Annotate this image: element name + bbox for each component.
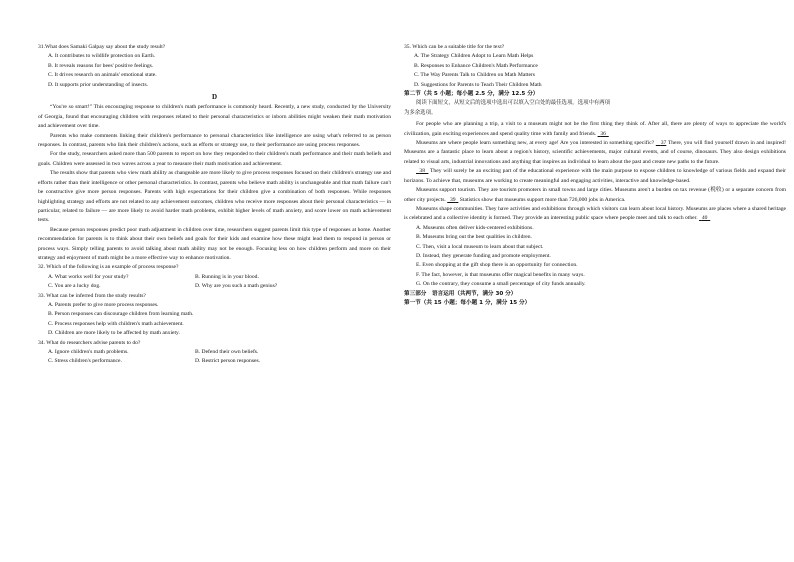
section-2-heading: 第二节（共 5 小题；每小题 2.5 分，满分 12.5 分） [404, 91, 539, 98]
cloze-paragraph-5 [404, 205, 786, 224]
q34-option-d: D. Restrict person responses. [195, 358, 261, 365]
question-32-stem: 32. Which of the following is an example of process response? [38, 264, 179, 271]
q31-option-d: D. It supports prior understanding of insects. [48, 81, 149, 88]
left-column [38, 43, 391, 367]
blank-37: 37 [660, 140, 667, 147]
q33-option-c: C. Process responses help with children's math achievement. [48, 320, 184, 327]
cloze-paragraph-2 [404, 139, 786, 167]
cloze-paragraph-4-after: Statistics show that museums support more than 726,000 jobs in America. [459, 196, 626, 203]
section-2-instructions-cont: 为多余选项。 [404, 109, 437, 116]
q35-option-d: D. Suggestions for Parents to Teach Their Children Math [414, 81, 542, 88]
q35-option-a: A. The Strategy Children Adopt to Learn Math Helps [414, 53, 534, 60]
cloze-option-b: B. Museums bring out the best qualities in children. [416, 234, 532, 241]
blank-38: 38 [419, 168, 425, 175]
q32-option-c: C. You are a lucky dog. [48, 283, 101, 290]
cloze-option-e: E. Even shopping at the gift shop there is an opportunity for connection. [416, 262, 578, 269]
q31-option-b: B. It reveals reasons for bees' positive feelings. [48, 62, 154, 69]
q32-option-a: A. What works well for your study? [48, 273, 129, 280]
right-column [404, 43, 786, 308]
blank-39: 39 [450, 196, 456, 203]
q31-option-c: C. It drives research on animals' emotional state. [48, 72, 157, 79]
question-31-stem: 31.What does Samaki Galpay say about the study result? [38, 44, 166, 50]
q32-options-row-2 [38, 282, 391, 291]
q34-option-c: C. Stress children's performance. [48, 358, 122, 365]
question-35-stem: 35. Which can be a suitable title for the text? [404, 44, 505, 50]
part-3-heading: 第三部分 语言运用（共两节，满分 30 分） [404, 290, 517, 297]
cloze-paragraph-3-text: They will surely be an exciting part of the educational experience with the main purpose to expose children to knowledge of various fields and expand their horizons. To achieve that, museums are working to create meaningful and engaging activities, interactive and knowledge-based. [404, 168, 786, 184]
question-33-stem: 33. What can be inferred from the study results? [38, 292, 146, 299]
passage-d-title: D [211, 93, 218, 102]
q35-option-b: B. Responses to Enhance Children's Math Performance [414, 62, 538, 69]
cloze-paragraph-1-text: For people who are planning a trip, a visit to a museum might not be the first thing they think of. After all, there are plenty of ways to appreciate the world's civilization, gain exciting experiences and spend quality time with family and friends. [404, 121, 786, 137]
q32-option-b: B. Running is in your blood. [195, 273, 259, 280]
blank-40: 40 [701, 215, 708, 222]
q31-option-a: A. It contributes to wildlife protection on Earth. [48, 53, 156, 60]
q34-option-b: B. Defend their own beliefs. [195, 349, 259, 355]
question-34-stem: 34. What do researchers advise parents to do? [38, 339, 141, 346]
cloze-paragraph-1 [404, 120, 786, 139]
q33-option-a: A. Parents prefer to give more process responses. [48, 301, 159, 308]
q32-option-d: D. Why are you such a math genius? [195, 283, 278, 290]
cloze-paragraph-2-after: There, you will find yourself drawn in and inspired! Museums are a fantastic place to learn about a region's history, scientific achievements, major cultural events, and of course, dinosaurs. They also design exhibitions related to visual arts, industrial innovations and anything that inspires an individual to learn about the past and create new paths to the future. [404, 140, 786, 165]
section-1-heading: 第一节（共 15 小题；每小题 1 分，满分 15 分） [404, 299, 531, 306]
cloze-option-c: C. Then, visit a local museum to learn about that subject. [416, 243, 544, 250]
q35-option-c: C. The Way Parents Talk to Children on Math Matters [414, 72, 535, 79]
cloze-option-g: G. On the contrary, they consume a small percentage of city funds annually. [416, 281, 586, 288]
cloze-option-d: D. Instead, they generate funding and promote employment. [416, 252, 551, 259]
blank-36: 36 [600, 130, 606, 137]
cloze-paragraph-3 [404, 167, 786, 186]
cloze-paragraph-4 [404, 186, 786, 205]
q34-options-row-2 [38, 357, 391, 366]
cloze-paragraph-4-before: Museums support tourism. They are tourism promoters in small towns and large cities. Museums aren't a burden on tax revenue (税收) or a separate concern from other city projects. [404, 187, 786, 203]
passage-d-paragraph-2: Parents who make comments linking their children's performance to personal characteristics like intelligence are using what's referred to as person responses. In contrast, parents who link their children's actions, such as efforts or strategy use, to their performance are using process responses. [38, 132, 391, 149]
passage-d-paragraph-3: For the study, researchers asked more than 500 parents to report on how they responded to their children's math performance and their math beliefs and goals. Children were assessed in two waves across a year to measure their math motivation and achievement. [38, 151, 391, 167]
cloze-option-a: A. Museums often deliver kids-centered exhibitions. [416, 224, 534, 231]
passage-d-paragraph-4: The results show that parents who view math ability as changeable are more likely to give process responses focused on their children's strategy use and efforts rather than their intelligence or other personal characteristics. In contrast, parents who believe math ability is unchangeable and that math failure can't be constructive give more person responses. Parents with high expectations for their children give a combination of both responses. While responses highlighting strategy and efforts are not related to any achievement outcomes, children who receive more responses about their personal characteristics — in particular, related to failure — are more likely to avoid harder math problems, exhibit higher levels of math anxiety, and score lower on math achievement tests. [38, 170, 391, 224]
q33-option-b: B. Person responses can discourage children from learning math. [48, 311, 194, 318]
q32-options-row-1 [38, 273, 391, 282]
q33-option-d: D. Children are more likely to be affected by math anxiety. [48, 330, 180, 337]
cloze-option-f: F. The fact, however, is that museums offer magical benefits in many ways. [416, 271, 585, 278]
q34-option-a: A. Ignore children's math problems. [48, 349, 129, 355]
q34-options-row-1 [38, 348, 391, 357]
passage-d-paragraph-1: “You're so smart!” This encouraging response to children's math performance is commonly heard. Recently, a new study, conducted by the University of Georgia, found that encouraging children with responses related to their personal characteristics or inborn abilities might weaken their math motivation and achievement over time. [38, 104, 391, 130]
cloze-paragraph-2-before: Museums are where people learn something new, at every age! Are you interested in something specific? [416, 140, 655, 147]
cloze-paragraph-5-text: Museums shape communities. They have activities and exhibitions through which visitors can learn about local history. Museums are places where a shared heritage is celebrated and a collective identity is formed. They provide an interesting public space where people meet and talk to each other. [404, 205, 786, 222]
section-2-instructions: 阅读下面短文，从短文后的选项中选出可以填入空白处的最佳选项。选项中有两项 [416, 100, 611, 107]
passage-d-paragraph-5: Because person responses predict poor math adjustment in children over time, researchers suggest parents limit this type of responses at home. Another recommendation for parents is to think about their own beliefs and goals for their kids and examine how these might lead them to respond in person or process ways. Simply telling parents to avoid talking about math ability may not be enough. Focusing less on how children perform and more on their strategy and enjoyment of math might be a more effective way to enhance motivation. [38, 226, 391, 261]
